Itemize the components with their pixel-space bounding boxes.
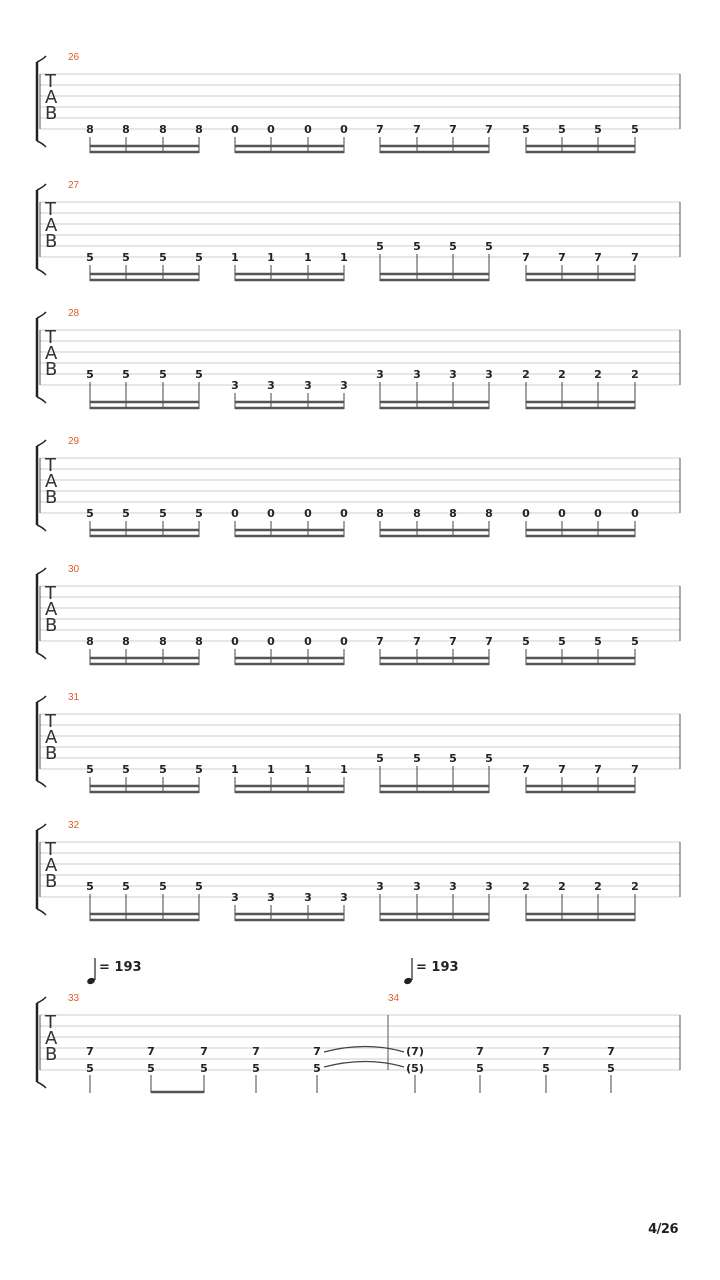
fret-number: 5 xyxy=(86,763,94,776)
fret-number: 3 xyxy=(340,891,348,904)
fret-number: 1 xyxy=(267,763,275,776)
fret-number-upper: 7 xyxy=(542,1045,550,1058)
fret-number: 5 xyxy=(122,880,130,893)
fret-number: 3 xyxy=(340,379,348,392)
tab-clef-letter: A xyxy=(45,855,58,876)
fret-number-lower: 5 xyxy=(607,1062,615,1075)
tab-clef-letter: T xyxy=(45,327,56,348)
tie-upper xyxy=(324,1047,404,1053)
fret-number: 2 xyxy=(522,880,530,893)
fret-number: 7 xyxy=(558,251,566,264)
fret-number: 5 xyxy=(195,763,203,776)
fret-number: 5 xyxy=(522,123,530,136)
fret-number: 0 xyxy=(631,507,639,520)
tab-clef-letter: B xyxy=(45,231,58,252)
fret-number: 7 xyxy=(449,635,457,648)
quarter-note-icon xyxy=(403,977,413,985)
fret-number: 7 xyxy=(558,763,566,776)
page-number: 4/26 xyxy=(648,1222,678,1237)
fret-number: 3 xyxy=(304,379,312,392)
fret-number: 5 xyxy=(594,635,602,648)
fret-number-lower: 5 xyxy=(147,1062,155,1075)
measure-number: 27 xyxy=(68,180,80,191)
fret-number-upper: (7) xyxy=(406,1045,424,1058)
measure-number: 26 xyxy=(68,52,80,63)
bracket-bottom-hook xyxy=(37,269,46,275)
tab-clef-letter: T xyxy=(45,71,56,92)
fret-number: 8 xyxy=(122,123,130,136)
fret-number: 0 xyxy=(231,635,239,648)
quarter-note-icon xyxy=(86,977,96,985)
tab-clef-letter: B xyxy=(45,871,58,892)
fret-number: 3 xyxy=(485,880,493,893)
fret-number: 0 xyxy=(304,635,312,648)
tab-clef-letter: B xyxy=(45,743,58,764)
fret-number: 1 xyxy=(267,251,275,264)
fret-number-upper: 7 xyxy=(147,1045,155,1058)
tempo-marking: = 193 xyxy=(416,960,459,975)
fret-number-upper: 7 xyxy=(313,1045,321,1058)
fret-number: 2 xyxy=(522,368,530,381)
staff-system xyxy=(37,958,680,1093)
fret-number: 2 xyxy=(558,368,566,381)
fret-number: 7 xyxy=(631,251,639,264)
tab-clef-letter: T xyxy=(45,455,56,476)
fret-number: 5 xyxy=(159,880,167,893)
fret-number: 7 xyxy=(413,635,421,648)
fret-number-lower: 5 xyxy=(313,1062,321,1075)
fret-number: 8 xyxy=(159,123,167,136)
staff-system xyxy=(37,692,680,793)
fret-number: 5 xyxy=(195,880,203,893)
tab-clef-letter: T xyxy=(45,199,56,220)
tempo-marking: = 193 xyxy=(99,960,142,975)
bracket-top-hook xyxy=(37,440,46,446)
fret-number: 2 xyxy=(594,368,602,381)
fret-number: 5 xyxy=(449,240,457,253)
bracket-top-hook xyxy=(37,997,46,1003)
fret-number: 7 xyxy=(631,763,639,776)
fret-number: 8 xyxy=(376,507,384,520)
fret-number: 3 xyxy=(449,880,457,893)
fret-number: 0 xyxy=(231,507,239,520)
tab-clef-letter: B xyxy=(45,103,58,124)
measure-number: 30 xyxy=(68,564,80,575)
fret-number: 5 xyxy=(376,752,384,765)
fret-number: 5 xyxy=(122,763,130,776)
bracket-bottom-hook xyxy=(37,909,46,915)
fret-number: 2 xyxy=(631,368,639,381)
fret-number: 0 xyxy=(231,123,239,136)
tab-clef-letter: A xyxy=(45,215,58,236)
bracket-top-hook xyxy=(37,312,46,318)
fret-number: 8 xyxy=(122,635,130,648)
fret-number: 5 xyxy=(558,635,566,648)
fret-number: 8 xyxy=(195,635,203,648)
fret-number: 1 xyxy=(304,763,312,776)
fret-number: 1 xyxy=(304,251,312,264)
fret-number-upper: 7 xyxy=(476,1045,484,1058)
fret-number: 3 xyxy=(231,379,239,392)
fret-number: 5 xyxy=(413,752,421,765)
fret-number: 5 xyxy=(86,251,94,264)
fret-number: 7 xyxy=(413,123,421,136)
fret-number: 5 xyxy=(485,240,493,253)
tab-clef-letter: A xyxy=(45,1028,58,1049)
fret-number: 3 xyxy=(376,880,384,893)
fret-number: 3 xyxy=(413,880,421,893)
fret-number: 5 xyxy=(159,507,167,520)
tab-clef-letter: A xyxy=(45,87,58,108)
fret-number: 5 xyxy=(195,368,203,381)
fret-number: 5 xyxy=(449,752,457,765)
fret-number: 5 xyxy=(631,635,639,648)
bracket-bottom-hook xyxy=(37,141,46,147)
measure-number: 29 xyxy=(68,436,80,447)
bracket-bottom-hook xyxy=(37,781,46,787)
tab-clef-letter: A xyxy=(45,599,58,620)
fret-number: 5 xyxy=(558,123,566,136)
fret-number: 3 xyxy=(231,891,239,904)
fret-number-upper: 7 xyxy=(252,1045,260,1058)
tab-clef-letter: B xyxy=(45,1044,58,1065)
bracket-top-hook xyxy=(37,56,46,62)
bracket-bottom-hook xyxy=(37,525,46,531)
fret-number: 8 xyxy=(413,507,421,520)
fret-number: 5 xyxy=(86,368,94,381)
fret-number: 3 xyxy=(413,368,421,381)
bracket-top-hook xyxy=(37,184,46,190)
fret-number: 8 xyxy=(485,507,493,520)
fret-number-lower: 5 xyxy=(86,1062,94,1075)
fret-number: 1 xyxy=(340,763,348,776)
fret-number: 5 xyxy=(122,368,130,381)
tie-lower xyxy=(324,1062,404,1068)
staff-system xyxy=(37,564,680,665)
fret-number: 2 xyxy=(594,880,602,893)
fret-number: 7 xyxy=(522,763,530,776)
fret-number: 5 xyxy=(159,251,167,264)
fret-number: 1 xyxy=(231,763,239,776)
staff-system xyxy=(37,308,680,409)
fret-number: 3 xyxy=(485,368,493,381)
bracket-top-hook xyxy=(37,568,46,574)
fret-number-lower: 5 xyxy=(252,1062,260,1075)
fret-number: 0 xyxy=(304,123,312,136)
fret-number: 1 xyxy=(231,251,239,264)
tab-clef-letter: T xyxy=(45,583,56,604)
fret-number: 5 xyxy=(594,123,602,136)
tab-clef-letter: B xyxy=(45,615,58,636)
bracket-top-hook xyxy=(37,824,46,830)
bracket-bottom-hook xyxy=(37,397,46,403)
staff-system xyxy=(37,820,680,921)
fret-number: 7 xyxy=(594,763,602,776)
measure-number: 34 xyxy=(388,993,400,1004)
fret-number: 5 xyxy=(631,123,639,136)
fret-number: 0 xyxy=(340,635,348,648)
measure-number: 28 xyxy=(68,308,80,319)
measure-number: 33 xyxy=(68,993,80,1004)
fret-number: 2 xyxy=(558,880,566,893)
fret-number: 5 xyxy=(413,240,421,253)
fret-number: 8 xyxy=(195,123,203,136)
fret-number: 7 xyxy=(485,123,493,136)
fret-number: 0 xyxy=(340,123,348,136)
fret-number: 3 xyxy=(449,368,457,381)
fret-number: 8 xyxy=(86,123,94,136)
fret-number-upper: 7 xyxy=(86,1045,94,1058)
fret-number: 7 xyxy=(594,251,602,264)
fret-number: 2 xyxy=(631,880,639,893)
fret-number-upper: 7 xyxy=(200,1045,208,1058)
fret-number: 1 xyxy=(340,251,348,264)
fret-number: 5 xyxy=(376,240,384,253)
tab-clef-letter: A xyxy=(45,727,58,748)
fret-number: 5 xyxy=(122,251,130,264)
tab-clef-letter: B xyxy=(45,487,58,508)
fret-number: 5 xyxy=(195,251,203,264)
fret-number: 5 xyxy=(86,880,94,893)
fret-number: 8 xyxy=(159,635,167,648)
fret-number: 3 xyxy=(304,891,312,904)
bracket-top-hook xyxy=(37,696,46,702)
fret-number: 5 xyxy=(122,507,130,520)
fret-number: 0 xyxy=(304,507,312,520)
fret-number: 0 xyxy=(267,507,275,520)
fret-number: 8 xyxy=(449,507,457,520)
fret-number-lower: 5 xyxy=(200,1062,208,1075)
fret-number: 5 xyxy=(159,368,167,381)
fret-number: 0 xyxy=(594,507,602,520)
fret-number: 0 xyxy=(558,507,566,520)
staff-system xyxy=(37,436,680,537)
tab-clef-letter: T xyxy=(45,839,56,860)
staff-system xyxy=(37,180,680,281)
tab-clef-letter: T xyxy=(45,1012,56,1033)
fret-number: 7 xyxy=(376,123,384,136)
tab-clef-letter: A xyxy=(45,471,58,492)
fret-number: 7 xyxy=(485,635,493,648)
fret-number: 0 xyxy=(267,123,275,136)
measure-number: 31 xyxy=(68,692,80,703)
fret-number: 8 xyxy=(86,635,94,648)
fret-number: 3 xyxy=(267,379,275,392)
fret-number: 3 xyxy=(267,891,275,904)
fret-number-lower: (5) xyxy=(406,1062,424,1075)
fret-number-lower: 5 xyxy=(476,1062,484,1075)
fret-number: 5 xyxy=(485,752,493,765)
fret-number: 7 xyxy=(449,123,457,136)
fret-number-upper: 7 xyxy=(607,1045,615,1058)
fret-number: 0 xyxy=(522,507,530,520)
fret-number: 7 xyxy=(522,251,530,264)
fret-number: 3 xyxy=(376,368,384,381)
bracket-bottom-hook xyxy=(37,1082,46,1088)
tab-clef-letter: T xyxy=(45,711,56,732)
tab-clef-letter: A xyxy=(45,343,58,364)
fret-number: 5 xyxy=(522,635,530,648)
measure-number: 32 xyxy=(68,820,80,831)
fret-number: 5 xyxy=(86,507,94,520)
fret-number: 0 xyxy=(340,507,348,520)
fret-number-lower: 5 xyxy=(542,1062,550,1075)
fret-number: 5 xyxy=(195,507,203,520)
staff-system xyxy=(37,52,680,153)
fret-number: 0 xyxy=(267,635,275,648)
fret-number: 7 xyxy=(376,635,384,648)
tab-clef-letter: B xyxy=(45,359,58,380)
fret-number: 5 xyxy=(159,763,167,776)
bracket-bottom-hook xyxy=(37,653,46,659)
